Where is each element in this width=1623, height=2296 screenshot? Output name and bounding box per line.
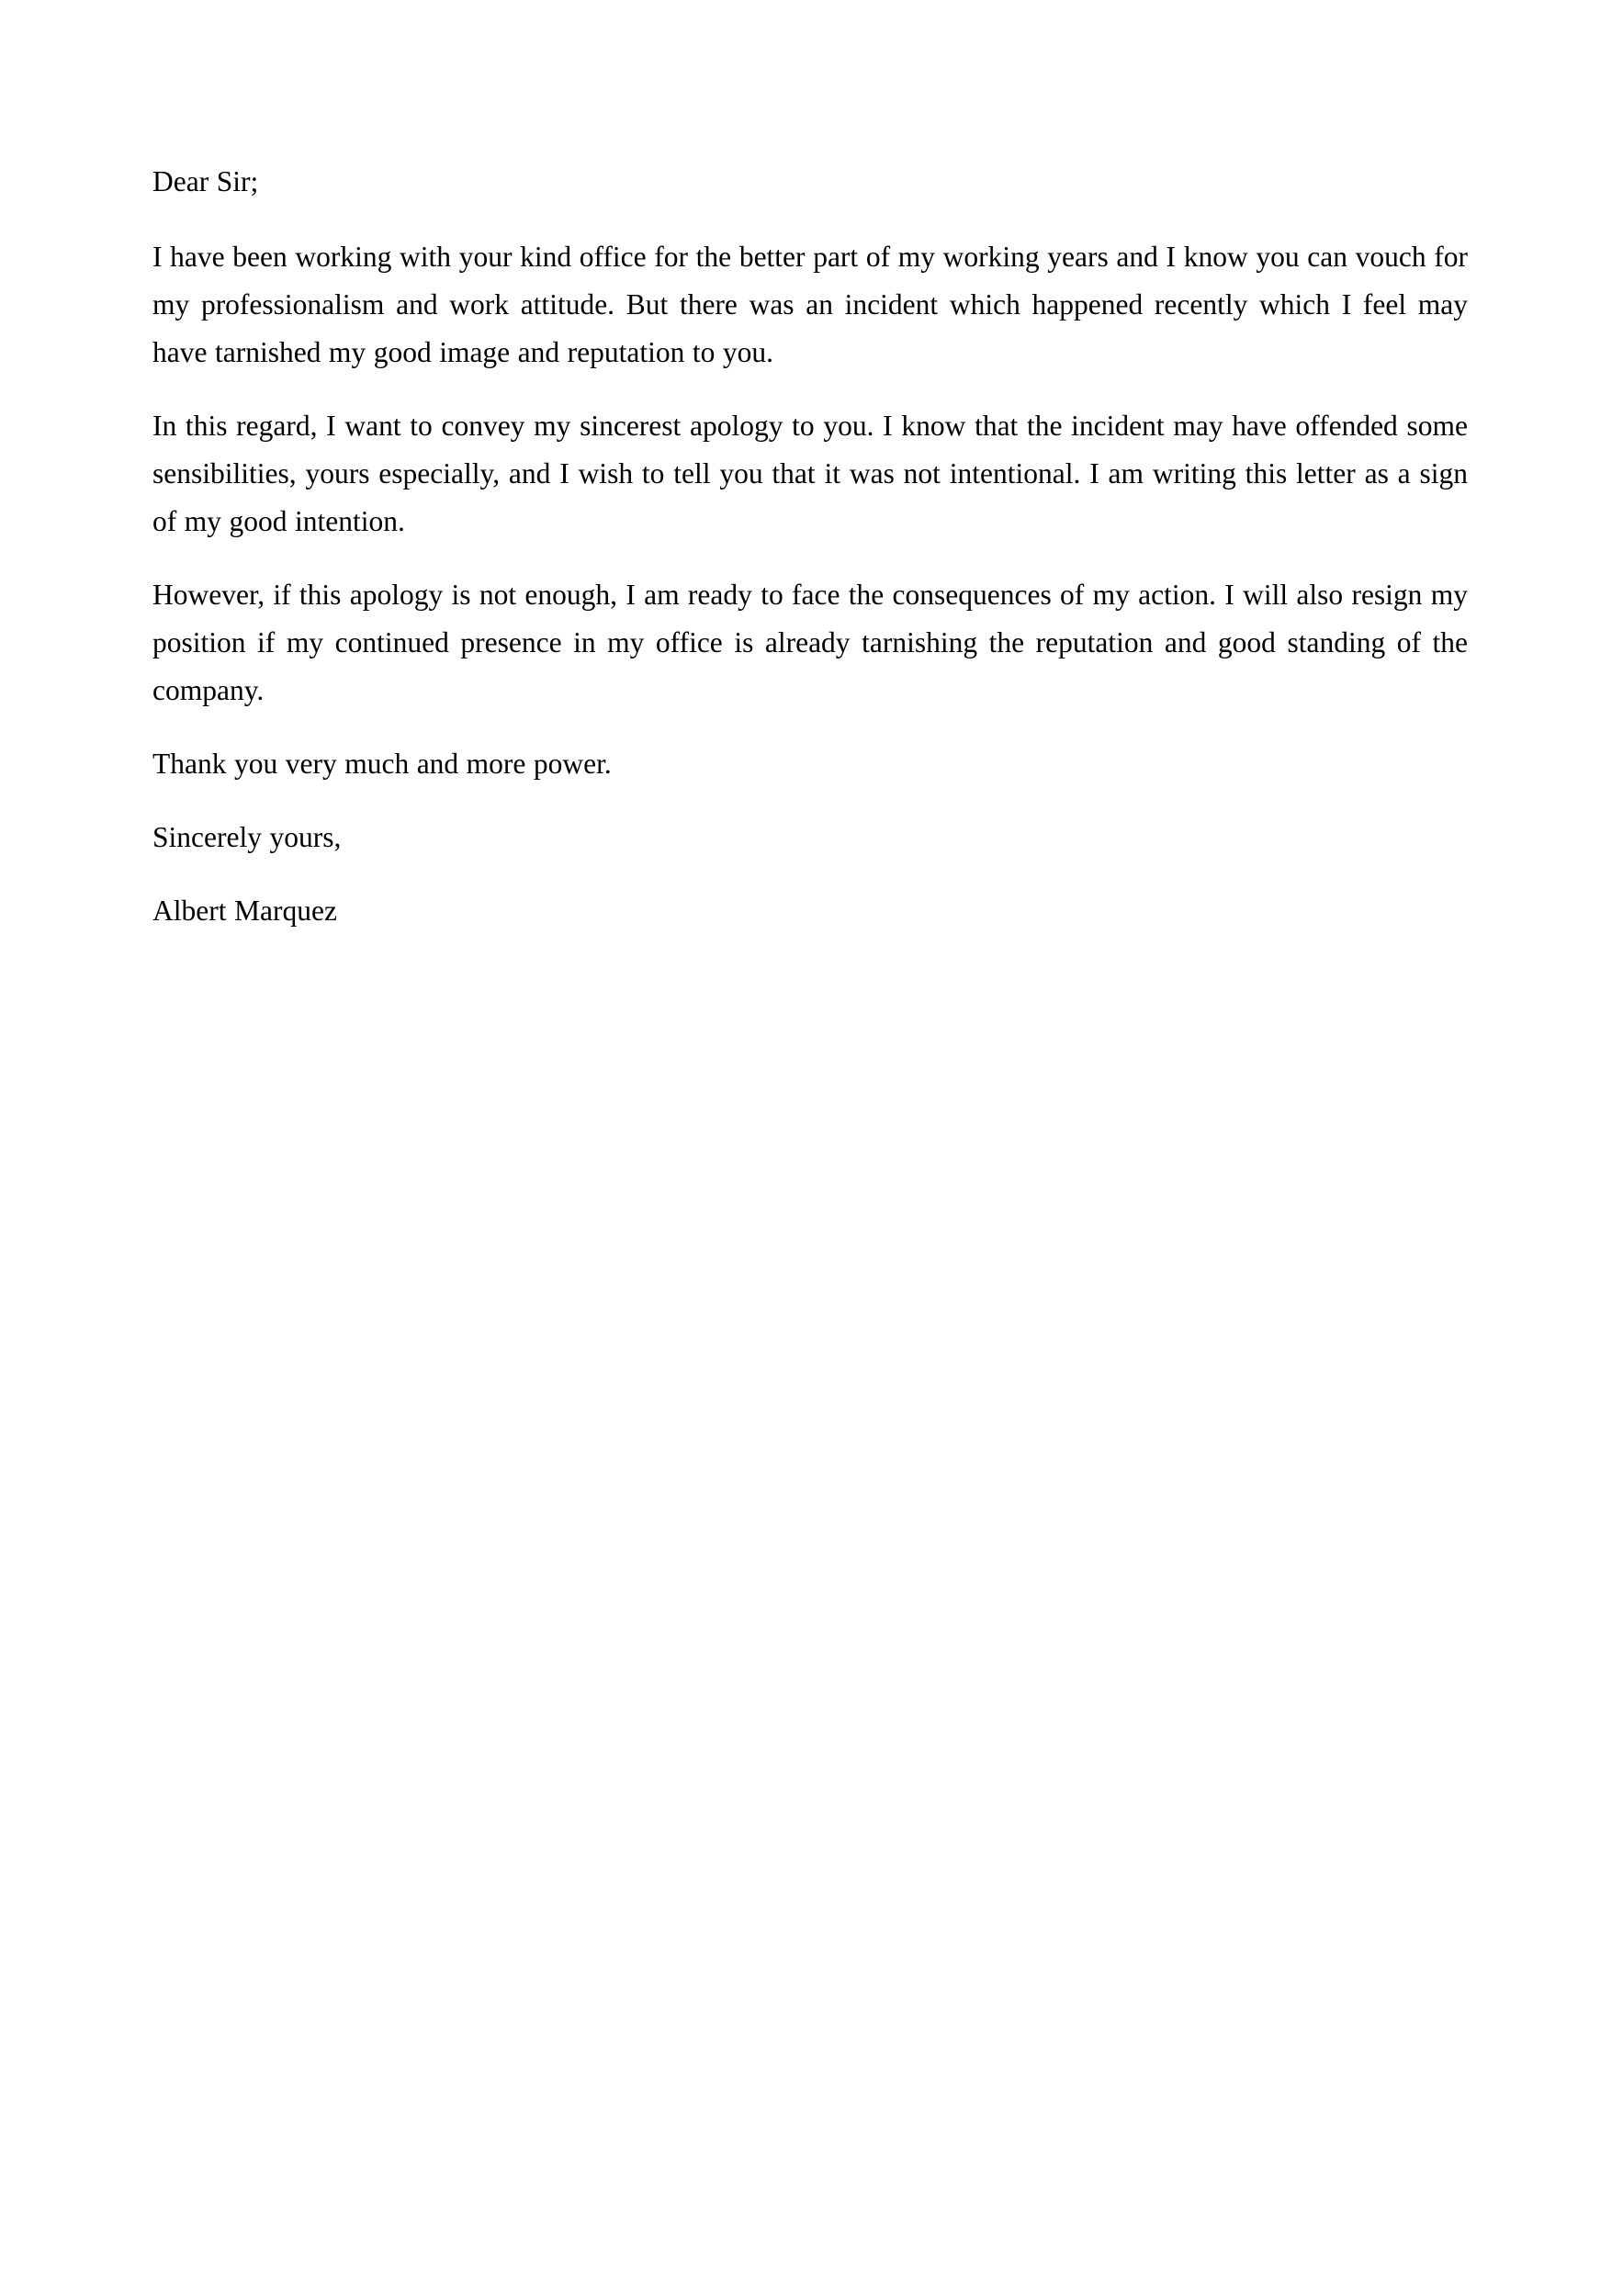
letter-body [152, 158, 1468, 935]
signature-name: Albert Marquez [152, 895, 337, 927]
body-paragraph-2: In this regard, I want to convey my sincerest apology to you. I know that the incident may have offended some sensibilities, yours especially, and I wish to tell you that it was not intentional. I am writing this letter as a sign of my good intention. [152, 410, 1468, 537]
body-paragraph-3: However, if this apology is not enough, I am ready to face the consequences of my action. I will also resign my position if my continued presence in my office is already tarnishing the reputation and good standing of the company. [152, 579, 1468, 706]
salutation: Dear Sir; [152, 165, 259, 197]
closing-line: Sincerely yours, [152, 821, 342, 853]
body-paragraph-1: I have been working with your kind office for the better part of my working years and I know you can vouch for my professionalism and work attitude. But there was an incident which happened recently which I feel may have tarnished my good image and reputation to you. [152, 241, 1468, 368]
thanks-line: Thank you very much and more power. [152, 748, 612, 780]
